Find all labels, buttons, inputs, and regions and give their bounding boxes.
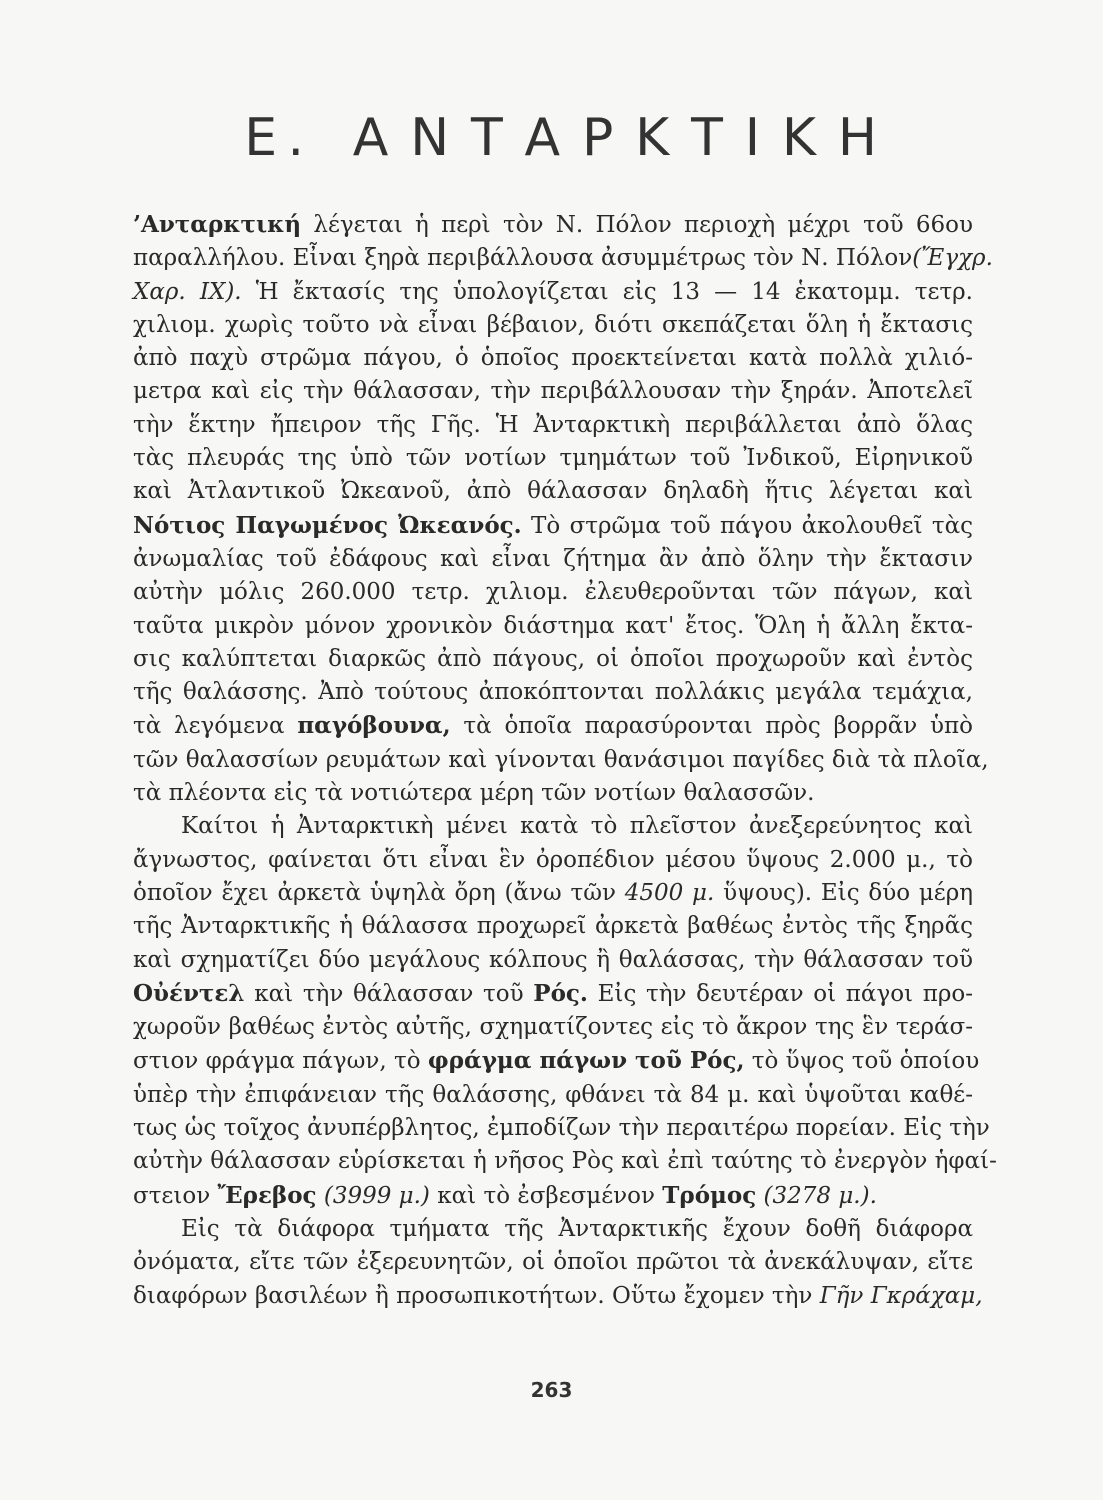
italic-text: (3278 μ.).	[763, 1182, 877, 1209]
paragraph	[133, 1213, 983, 1313]
page-number: 263	[530, 1378, 573, 1402]
bold-term: Οὐέντελ	[133, 979, 245, 1007]
text-line	[133, 1280, 983, 1313]
text-segment: λέγεται ἡ περὶ τὸν Ν. Πόλον περιοχὴ μέχρι τοῦ 66ου	[301, 212, 973, 238]
text-line	[133, 1145, 997, 1178]
text-segment: Καίτοι ἡ Ἀνταρκτικὴ μένει κατὰ τὸ πλεῖστον ἀνεξερεύνητος καὶ	[181, 813, 973, 840]
bold-term: παγόβουνα,	[297, 712, 451, 740]
italic-text: (3999 μ.)	[323, 1182, 430, 1209]
text-line	[133, 944, 973, 977]
text-line	[133, 1112, 990, 1145]
text-segment: στιον φράγμα πάγων, τὸ	[133, 1048, 428, 1075]
text-segment: τῆς θαλάσσης. Ἀπὸ τούτους ἀποκόπτονται πολλάκις μεγάλα τεμάχια,	[133, 679, 973, 706]
bold-term: Ρός.	[533, 979, 588, 1007]
text-segment: Τὸ στρῶμα τοῦ πάγου ἀκολουθεῖ τὰς	[521, 512, 973, 539]
text-line	[133, 1011, 973, 1044]
text-segment: αὐτὴν θάλασσαν εὑρίσκεται ἡ νῆσος Ρὸς καὶ ἐπὶ ταύτης τὸ ἐνεργὸν ἡφαί-	[133, 1148, 997, 1175]
text-segment: μετρα καὶ εἰς τὴν θάλασσαν, τὴν περιβάλλουσαν τὴν ξηράν. Ἀποτελεῖ	[133, 378, 973, 405]
text-segment: Ἡ ἔκτασίς της ὑπολογίζεται εἰς 13 — 14 ἑκατομμ. τετρ.	[241, 278, 973, 305]
text-segment: ὑπὲρ τὴν ἐπιφάνειαν τῆς θαλάσσης, φθάνει τὰ 84 μ. καὶ ὑψοῦται καθέ-	[133, 1081, 973, 1108]
italic-text: Χαρ. IX).	[133, 278, 242, 305]
text-line	[133, 509, 973, 543]
text-segment: τως ὡς τοῖχος ἀνυπέρβλητος, ἐμποδίζων τὴν περαιτέρω πορείαν. Εἰς τὴν	[133, 1115, 990, 1142]
text-segment: καὶ σχηματίζει δύο μεγάλους κόλπους ἢ θαλάσσας, τὴν θάλασσαν τοῦ	[133, 946, 973, 973]
text-segment: χιλιομ. χωρὶς τοῦτο νὰ εἶναι βέβαιον, διότι σκεπάζεται ὅλη ἡ ἔκτασις	[133, 311, 973, 338]
text-line	[133, 309, 973, 342]
text-segment: παραλλήλου. Εἶναι ξηρὰ περιβάλλουσα ἀσυμμέτρως τὸν Ν. Πόλον	[133, 245, 913, 272]
text-segment: τὴν ἕκτην ἤπειρον τῆς Γῆς. Ἡ Ἀνταρκτικὴ περιβάλλεται ἀπὸ ὅλας	[133, 411, 973, 438]
text-line	[133, 1079, 973, 1112]
text-line	[133, 342, 973, 375]
text-segment: καὶ τὴν θάλασσαν τοῦ	[244, 980, 534, 1007]
bold-term: ’Ανταρκτική	[133, 211, 302, 238]
text-line	[133, 910, 973, 943]
text-segment: χωροῦν βαθέως ἐντὸς αὐτῆς, σχηματίζοντες εἰς τὸ ἄκρον της ἓν τεράσ-	[133, 1014, 973, 1041]
text-line	[133, 709, 973, 743]
bold-term: Τρόμος	[662, 1181, 757, 1209]
text-segment: Εἰς τὰ διάφορα τμήματα τῆς Ἀνταρκτικῆς ἔχουν δοθῆ διάφορα	[181, 1215, 973, 1242]
italic-text: (Ἔγχρ.	[912, 245, 993, 272]
text-segment: ἄγνωστος, φαίνεται ὅτι εἶναι ἓν ὀροπέδιον μέσου ὕψους 2.000 μ., τὸ	[133, 846, 973, 873]
italic-text: Γῆν Γκράχαμ,	[819, 1282, 983, 1309]
text-segment: καὶ Ἀτλαντικοῦ Ὠκεανοῦ, ἀπὸ θάλασσαν δηλαδὴ ἥτις λέγεται καὶ	[133, 478, 973, 505]
text-line	[133, 844, 973, 877]
text-segment: τὰς πλευράς της ὑπὸ τῶν νοτίων τμημάτων τοῦ Ἰνδικοῦ, Εἰρηνικοῦ	[133, 445, 973, 472]
text-line	[133, 810, 973, 843]
text-line	[133, 442, 973, 475]
text-segment: αὐτὴν μόλις 260.000 τετρ. χιλιομ. ἐλευθεροῦνται τῶν πάγων, καὶ	[133, 579, 973, 606]
text-line	[133, 375, 973, 408]
text-line	[133, 977, 973, 1011]
bold-term: Νότιος Παγωμένος Ὠκεανός.	[133, 511, 522, 539]
text-segment: τὰ ὁποῖα παρασύρονται πρὸς βορρᾶν ὑπὸ	[450, 713, 973, 740]
text-segment: τῶν θαλασσίων ρευμάτων καὶ γίνονται θανάσιμοι παγίδες διὰ τὰ πλοῖα,	[133, 746, 989, 773]
chapter-label: Ε.	[244, 108, 315, 168]
text-line	[133, 1044, 980, 1078]
text-line	[133, 877, 973, 910]
text-line	[133, 744, 989, 777]
text-line	[133, 676, 973, 709]
text-segment: ταῦτα μικρὸν μόνον χρονικὸν διάστημα κατ' ἔτος. Ὅλη ἡ ἄλλη ἔκτα-	[133, 612, 973, 639]
text-line	[133, 543, 973, 576]
text-segment: ὁποῖον ἔχει ἀρκετὰ ὑψηλὰ ὄρη (ἄνω τῶν	[133, 879, 625, 906]
text-segment: τὰ λεγόμενα	[133, 713, 298, 740]
italic-text: 4500 μ.	[624, 879, 715, 906]
text-segment: διαφόρων βασιλέων ἢ προσωπικοτήτων. Οὕτω ἔχομεν τὴν	[133, 1282, 820, 1309]
text-line	[133, 610, 973, 643]
text-segment: ἀπὸ παχὺ στρῶμα πάγου, ὁ ὁποῖος προεκτείνεται κατὰ πολλὰ χιλιό-	[133, 345, 973, 372]
text-line	[133, 276, 973, 309]
text-line	[133, 475, 973, 508]
text-line	[133, 1246, 973, 1279]
text-segment: τὰ πλέοντα εἰς τὰ νοτιώτερα μέρη τῶν νοτίων θαλασσῶν.	[133, 780, 815, 807]
text-segment: τῆς Ἀνταρκτικῆς ἡ θάλασσα προχωρεῖ ἀρκετὰ βαθέως ἐντὸς τῆς ξηρᾶς	[133, 913, 973, 940]
text-segment: ὀνόματα, εἴτε τῶν ἐξερευνητῶν, οἱ ὁποῖοι πρῶτοι τὰ ἀνεκάλυψαν, εἴτε	[133, 1249, 973, 1276]
text-segment: στειον	[133, 1182, 218, 1209]
text-line	[133, 643, 973, 676]
bold-term: φράγμα πάγων τοῦ Ρός,	[427, 1047, 745, 1075]
chapter-title: ΑΝΤΑΡΚΤΙΚΗ	[352, 108, 899, 168]
text-line	[133, 409, 973, 442]
bold-term: Ἔρεβος	[217, 1181, 317, 1209]
text-line	[133, 1213, 973, 1246]
paragraph	[133, 810, 997, 1213]
text-segment: ὕψους). Εἰς δύο μέρη	[714, 879, 973, 906]
paragraph	[133, 208, 993, 810]
body-text	[133, 208, 997, 1313]
text-line	[133, 576, 973, 609]
text-segment: Εἰς τὴν δευτέραν οἱ πάγοι προ-	[587, 980, 974, 1007]
text-line	[133, 1179, 973, 1213]
text-segment: καὶ τὸ ἐσβεσμένον	[429, 1182, 663, 1209]
chapter-heading	[0, 108, 1103, 168]
text-line	[133, 242, 993, 275]
text-segment	[317, 1183, 324, 1209]
text-segment: τὸ ὕψος τοῦ ὁποίου	[744, 1048, 980, 1075]
text-line	[133, 777, 973, 810]
text-segment: ἀνωμαλίας τοῦ ἐδάφους καὶ εἶναι ζήτημα ἂν ἀπὸ ὅλην τὴν ἔκτασιν	[133, 545, 973, 572]
text-line	[133, 208, 973, 242]
text-segment	[756, 1183, 763, 1209]
text-segment: σις καλύπτεται διαρκῶς ἀπὸ πάγους, οἱ ὁποῖοι προχωροῦν καὶ ἐντὸς	[133, 645, 973, 672]
